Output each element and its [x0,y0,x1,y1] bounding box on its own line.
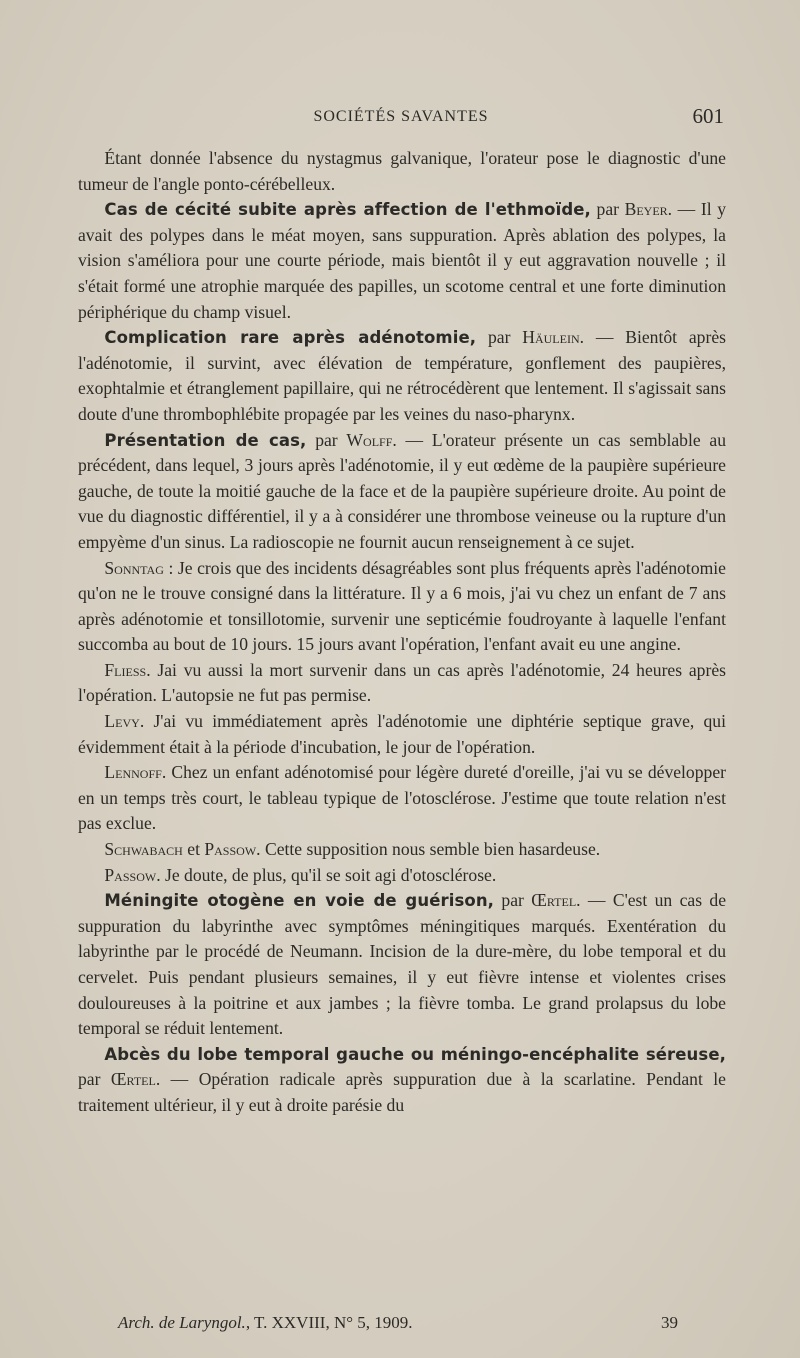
discussion-paragraph [78,837,726,863]
by-word: par [476,327,523,348]
running-title: SOCIÉTÉS SAVANTES [313,108,489,125]
section-title: Cas de cécité subite après affection de l'ethmoïde, [104,200,591,220]
page-header [78,104,724,132]
author-name: Beyer [624,199,668,220]
author-name: Häulein [522,327,580,348]
article-body [78,146,726,1119]
by-word: par [494,890,532,911]
paragraph-text: . — Il y avait des polypes dans le méat moyen, sans suppuration. Après ablation des polypes, la vision s'améliora pour une courte période, mais bientôt il y eut aggravation nouvelle ; il s'était formé une atrophie marquée des papilles, un scotome central et une forte diminution périphérique du champ visuel. [78,199,726,322]
speaker-name: Fliess [104,659,147,680]
speaker-name: Sonntag [104,557,164,578]
page-footer [118,1313,678,1333]
paragraph-text: . Jai vu aussi la mort survenir dans un cas après l'adénotomie, 24 heures après l'opération. L'autopsie ne fut pas permise. [78,659,726,706]
paragraph [78,146,726,197]
by-word: par [78,1069,111,1090]
speaker-name: Levy [104,711,140,732]
paragraph-text: . J'ai vu immédiatement après l'adénotomie une diphtérie septique grave, qui évidemment était à la période d'incubation, le jour de l'opération. [78,711,726,757]
discussion-paragraph [78,658,726,709]
author-name: Œrtel [531,890,577,911]
speaker-name: Lennoff [104,762,162,783]
by-word: par [306,429,347,450]
by-word: par [590,199,625,220]
section-title: Complication rare après adénotomie, [104,328,477,348]
discussion-paragraph [78,709,726,760]
section-title: Abcès du lobe temporal gauche ou méningo-encéphalite séreuse, [104,1044,726,1064]
page-number: 601 [692,104,724,128]
paragraph-text: . — Bientôt après l'adénotomie, il survint, avec élévation de température, gonflement des paupières, exophtalmie et étranglement papillaire, qui ne rétrocédèrent que lentement. Il s'agissait sans doute d'une thrombophlébite propagée par les veines du naso-pharynx. [78,327,726,424]
paragraph-text: . Je doute, de plus, qu'il se soit agi d'otosclérose. [156,864,497,885]
section-title: Présentation de cas, [104,430,307,450]
signature-mark: 39 [661,1313,678,1332]
paragraph-text: . — L'orateur présente un cas semblable au précédent, dans lequel, 3 jours après l'adénotomie, il y eut œdème de la paupière supérieure gauche, de toute la moitié gauche de la face et de la paupière supérieure droite. Au point de vue du diagnostic différentiel, il y a à considérer une thrombose veineuse ou la rupture d'un empyème d'un sinus. La radioscopie ne fournit aucun renseignement à ce sujet. [78,429,727,552]
section-paragraph [78,428,726,556]
discussion-paragraph [78,863,726,889]
paragraph-text: . Cette supposition nous semble bien hasardeuse. [256,839,601,860]
section-title: Méningite otogène en voie de guérison, [104,891,495,911]
section-paragraph [78,1042,726,1119]
journal-volume: , T. XXVIII, N° 5, 1909. [245,1313,413,1332]
discussion-paragraph [78,556,726,658]
paragraph-text: . Chez un enfant adénotomisé pour légère dureté d'oreille, j'ai vu se développer en un temps très court, le tableau typique de l'otosclérose. J'estime que toute relation n'est pas exclue. [78,762,726,834]
paragraph-text: : Je crois que des incidents désagréables sont plus fréquents après l'adénotomie qu'on ne le trouve consigné dans la littérature. Il y a 6 mois, j'ai vu chez un enfant de 7 ans après adénotomie et tonsillotomie, survenir une septicémie foudroyante à laquelle l'enfant succomba au bout de 10 jours. 15 jours avant l'opération, l'enfant avait eu une angine. [78,557,726,655]
paragraph-text: . — C'est un cas de suppuration du labyrinthe avec symptômes méningitiques marqués. Exentération du labyrinthe par le procédé de Neumann. Incision de la dure-mère, du lobe temporal et du cervelet. Puis pendant plusieurs semaines, il y eut fièvre intense et violentes crises douloureuses à la poitrine et aux jambes ; la fièvre tomba. Le grand prolapsus du lobe temporal se réduit lentement. [78,890,726,1039]
section-paragraph [78,325,726,427]
speaker-name: Passow [204,839,257,860]
author-name: Œrtel [110,1069,156,1090]
author-name: Wolff [346,429,393,450]
paragraph-text: Étant donnée l'absence du nystagmus galvanique, l'orateur pose le diagnostic d'une tumeur de l'angle ponto-cérébelleux. [78,148,726,194]
speaker-name: Passow [104,864,157,885]
journal-name: Arch. de Laryngol. [118,1313,246,1332]
section-paragraph [78,888,726,1042]
section-paragraph [78,197,726,325]
paragraph-text: . — Opération radicale après suppuration due à la scarlatine. Pendant le traitement ultérieur, il y eut à droite parésie du [78,1069,726,1115]
conjunction: et [182,839,205,860]
discussion-paragraph [78,760,726,837]
speaker-name: Schwabach [104,839,183,860]
